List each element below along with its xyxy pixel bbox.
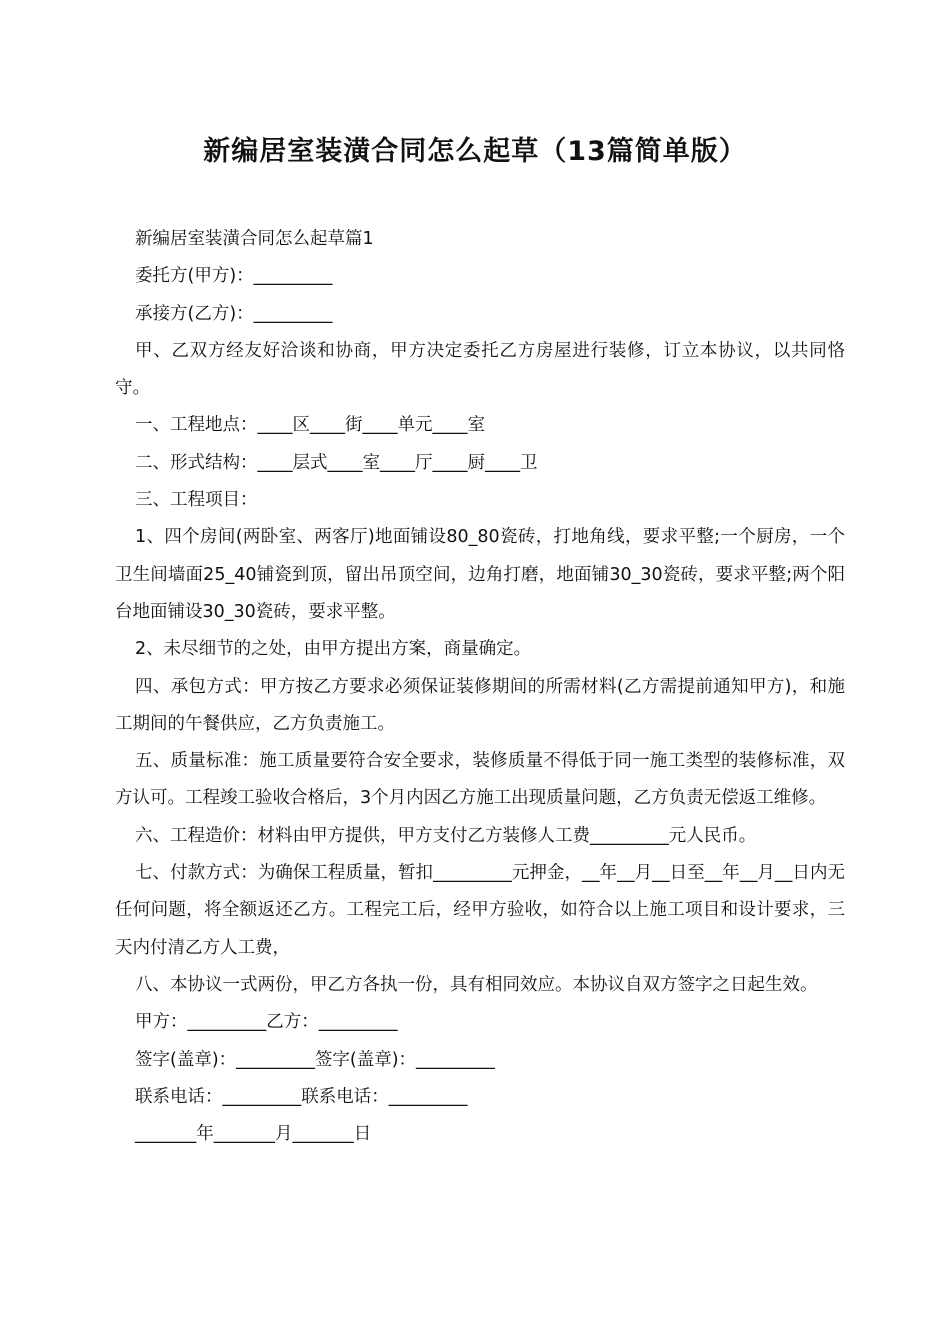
signature-parties: 甲方：_________乙方：_________ [135, 1012, 398, 1033]
clause-location: 一、工程地点：____区____街____单元____室 [135, 415, 485, 436]
signature-date: _______年_______月_______日 [135, 1124, 372, 1145]
clause-contract-method: 四、承包方式：甲方按乙方要求必须保证装修期间的所需材料(乙方需提前通知甲方)，和施工期间的午餐供应，乙方负责施工。 [115, 676, 845, 734]
document-body [115, 221, 845, 1153]
client-party-line: 委托方(甲方)：_________ [135, 266, 333, 287]
clause-project-cost: 六、工程造价：材料由甲方提供，甲方支付乙方装修人工费_________元人民币。 [135, 825, 757, 846]
signature-phones: 联系电话：_________联系电话：_________ [135, 1086, 468, 1107]
clause-quality-standard: 五、质量标准：施工质量要符合安全要求，装修质量不得低于同一施工类型的装修标准，双方认可。工程竣工验收合格后，3个月内因乙方施工出现质量问题，乙方负责无偿返工维修。 [115, 751, 845, 809]
intro-paragraph: 甲、乙双方经友好洽谈和协商，甲方决定委托乙方房屋进行装修，订立本协议，以共同恪守。 [115, 340, 845, 399]
document-title: 新编居室装潢合同怎么起草（13篇简单版） [203, 136, 747, 167]
clause-project-item-1: 1、四个房间(两卧室、两客厅)地面铺设80_80瓷砖，打地角线，要求平整;一个厨房，一个卫生间墙面25_40铺瓷到顶，留出吊顶空间，边角打磨，地面铺30_30瓷砖，要求平整;两个阳台地面铺设30_30瓷砖，要求平整。 [115, 527, 845, 622]
clause-payment-method: 七、付款方式：为确保工程质量，暂扣_________元押金，__年__月__日至__年__月__日内无任何问题，将全额返还乙方。工程完工后，经甲方验收，如符合以上施工项目和设计要求，三天内付清乙方人工费， [115, 863, 845, 958]
section-heading: 新编居室装潢合同怎么起草篇1 [135, 229, 374, 249]
contractor-party-line: 承接方(乙方)：_________ [135, 303, 333, 324]
clause-copies: 八、本协议一式两份，甲乙方各执一份，具有相同效应。本协议自双方签字之日起生效。 [135, 974, 818, 995]
clause-structure: 二、形式结构：____层式____室____厅____厨____卫 [135, 452, 538, 473]
clause-project-item-2: 2、未尽细节的之处，由甲方提出方案，商量确定。 [135, 639, 532, 660]
clause-project-heading: 三、工程项目： [135, 490, 258, 511]
signature-seals: 签字(盖章)：_________签字(盖章)：_________ [135, 1049, 495, 1070]
